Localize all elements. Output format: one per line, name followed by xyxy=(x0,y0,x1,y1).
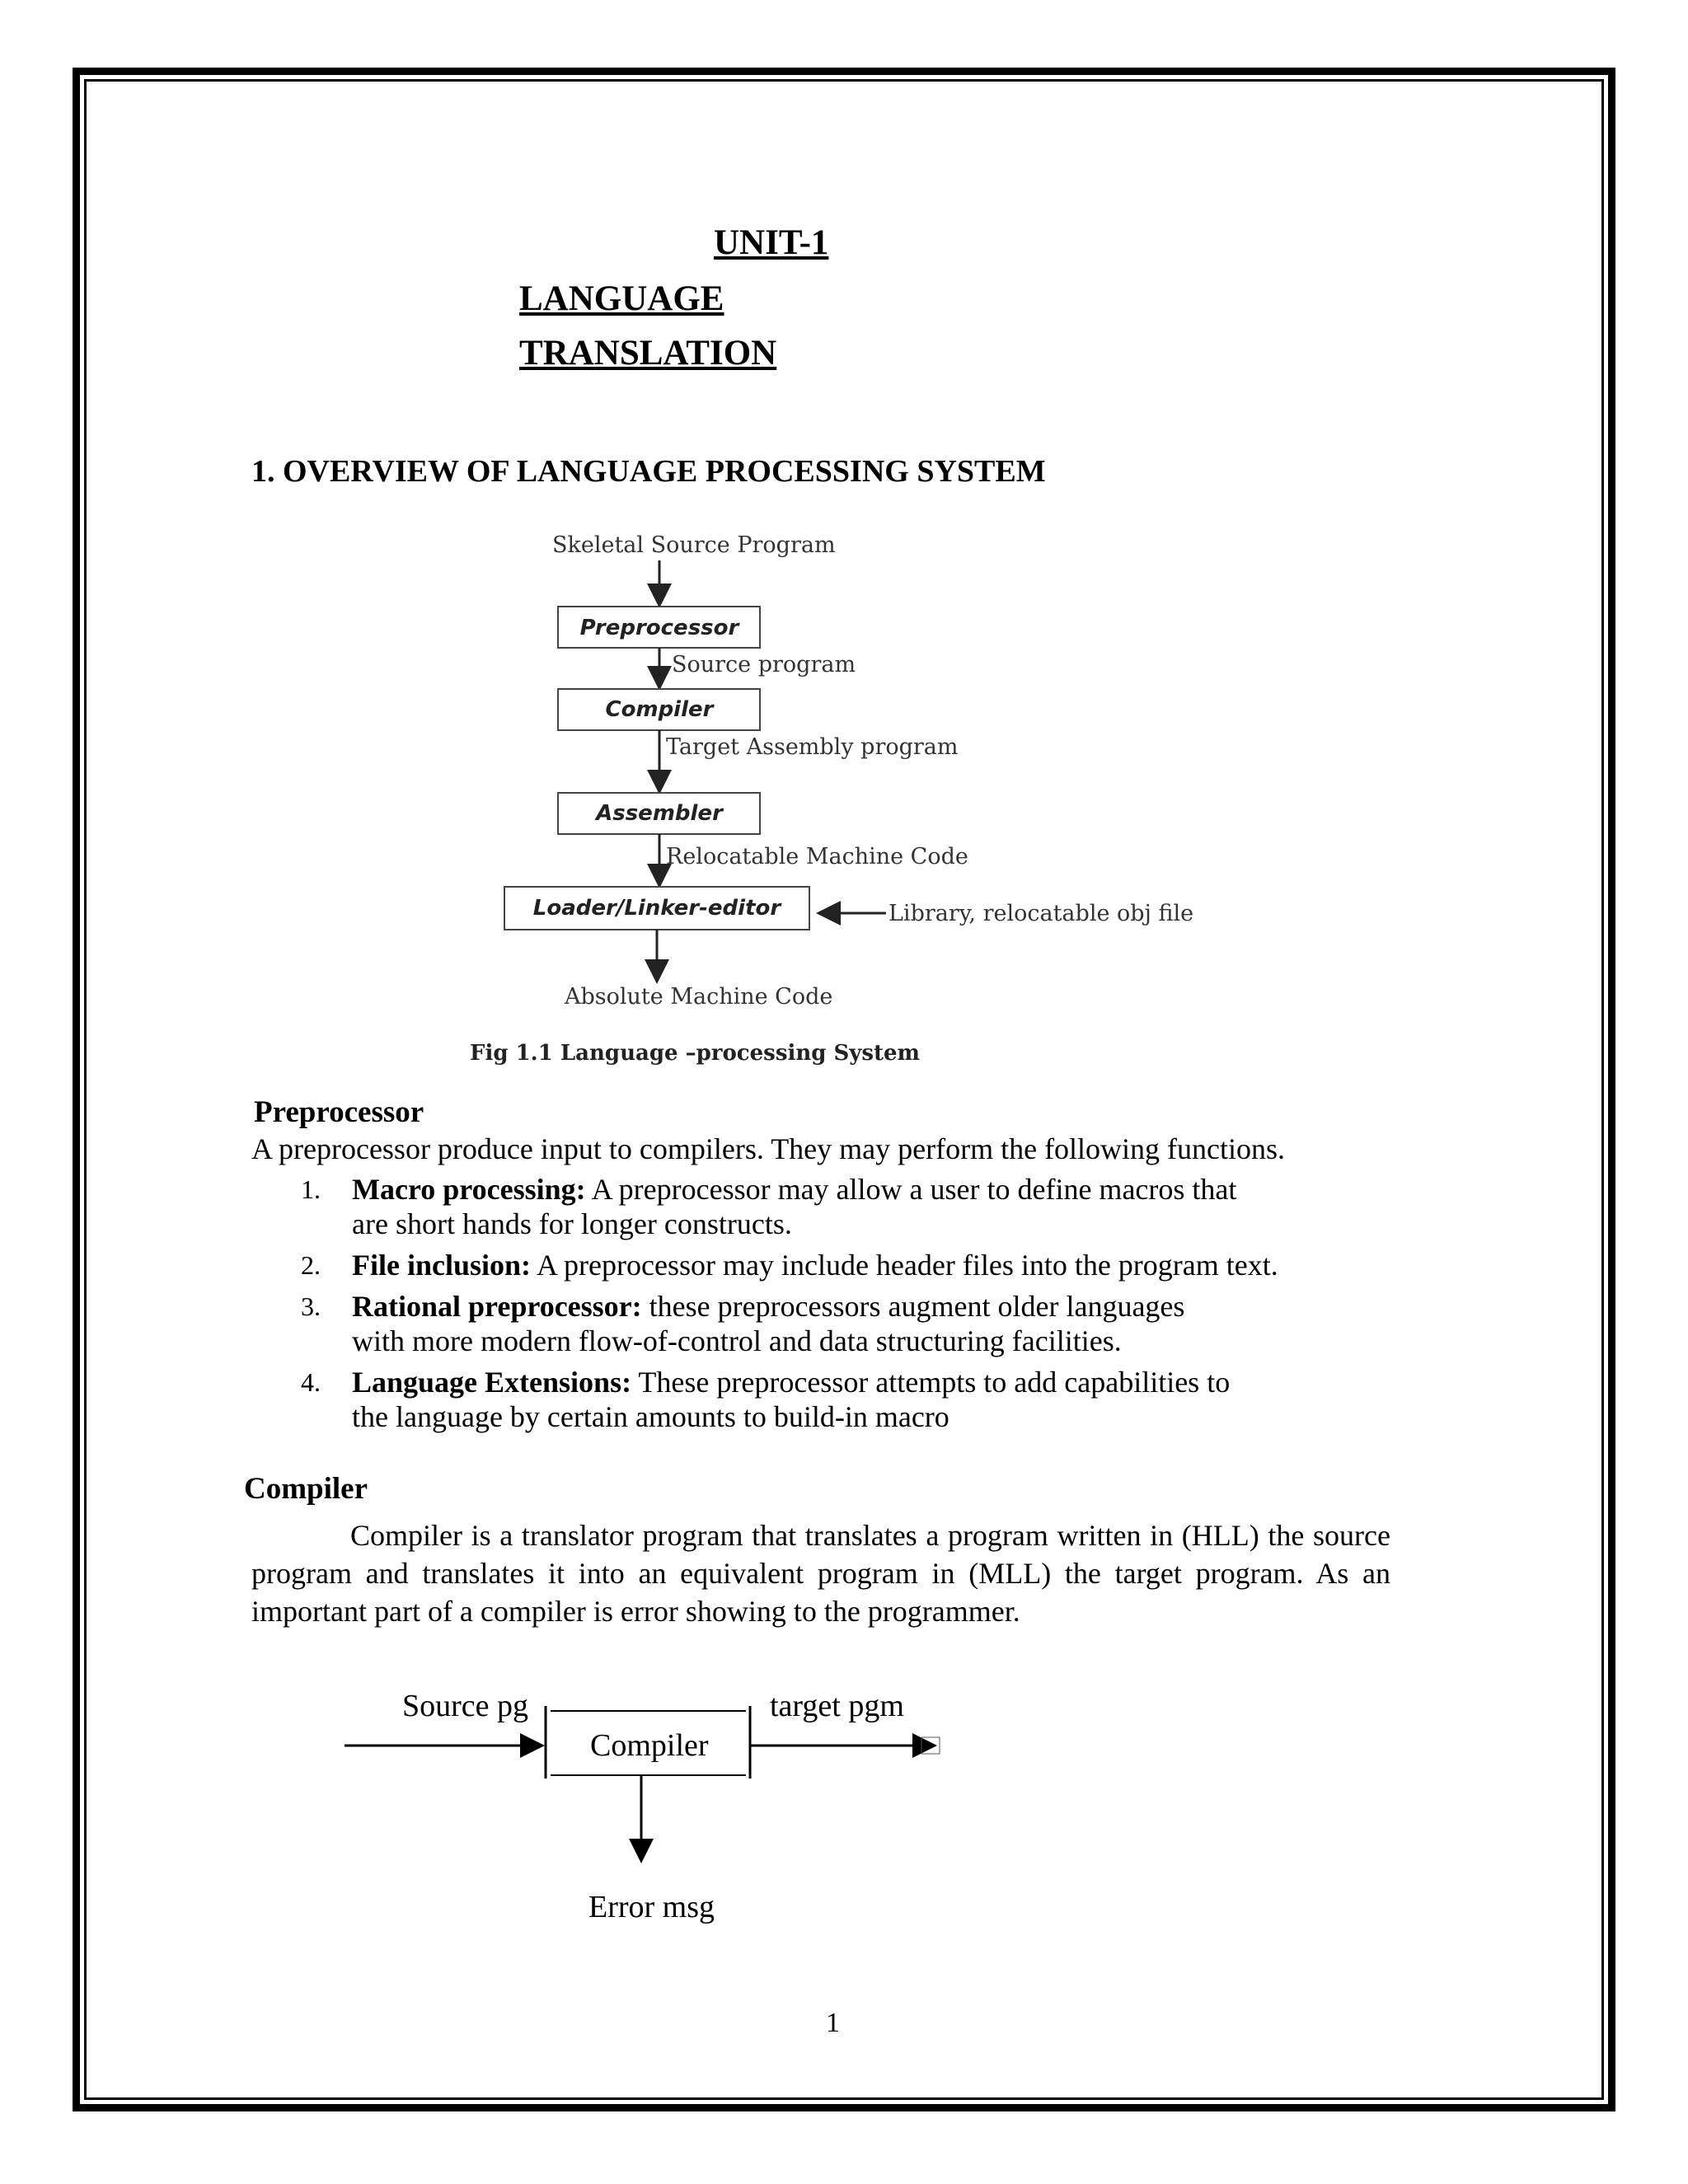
compiler-heading: Compiler xyxy=(244,1472,368,1506)
unit-title: UNIT-1 xyxy=(714,223,829,262)
list-item-text: A preprocessor may allow a user to define macros that xyxy=(585,1173,1237,1206)
list-item-number: 2. xyxy=(301,1250,321,1280)
list-item-text-cont: with more modern flow-of-control and data structuring facilities. xyxy=(352,1324,1122,1357)
target-assembly-label: Target Assembly program xyxy=(666,734,959,760)
library-label: Library, relocatable obj file xyxy=(889,901,1194,926)
list-item xyxy=(301,1172,1422,1241)
compiler-paragraph-text: Compiler is a translator program that translates a program written in (HLL) the source program and translates it into an equivalent program in (MLL) the target program. As an important part of a compiler is error showing to the programmer. xyxy=(251,1519,1390,1628)
figure-caption: Fig 1.1 Language –processing System xyxy=(470,1041,921,1066)
target-pgm-label: target pgm xyxy=(770,1689,904,1723)
compiler-box-label: Compiler xyxy=(605,697,714,722)
compiler-paragraph xyxy=(251,1516,1390,1630)
absolute-code-label: Absolute Machine Code xyxy=(565,984,833,1010)
compiler-block-diagram xyxy=(330,1681,989,1945)
list-item-text: these preprocessors augment older languages xyxy=(641,1290,1185,1323)
source-program-label: Source program xyxy=(672,652,856,677)
skeletal-source-label: Skeletal Source Program xyxy=(552,532,836,558)
list-item xyxy=(301,1289,1422,1358)
relocatable-code-label: Relocatable Machine Code xyxy=(666,844,968,869)
title-line-2: TRANSLATION xyxy=(519,334,777,373)
section-heading: 1. OVERVIEW OF LANGUAGE PROCESSING SYSTEM xyxy=(251,454,1046,489)
list-item-text-cont: the language by certain amounts to build-in macro xyxy=(352,1400,950,1433)
assembler-box-label: Assembler xyxy=(596,801,723,826)
source-pg-label: Source pg xyxy=(402,1689,529,1723)
list-item-text: A preprocessor may include header files into the program text. xyxy=(531,1249,1278,1282)
list-item xyxy=(301,1248,1422,1282)
error-msg-label: Error msg xyxy=(588,1890,715,1924)
list-item-term: Macro processing: xyxy=(352,1173,586,1206)
list-item-term: Language Extensions: xyxy=(352,1366,632,1399)
page-number: 1 xyxy=(826,2008,840,2038)
list-item-text-cont: are short hands for longer constructs. xyxy=(352,1207,792,1240)
compiler-box-label: Compiler xyxy=(590,1728,709,1763)
list-item-text: These preprocessor attempts to add capabilities to xyxy=(631,1366,1231,1399)
list-item-number: 4. xyxy=(301,1367,321,1397)
loader-box-label: Loader/Linker-editor xyxy=(532,896,781,921)
list-item xyxy=(301,1365,1422,1434)
title-line-1: LANGUAGE xyxy=(519,279,724,318)
list-item-number: 3. xyxy=(301,1291,321,1321)
language-processing-diagram xyxy=(462,527,1203,1088)
list-item-term: Rational preprocessor: xyxy=(352,1290,642,1323)
list-item-number: 1. xyxy=(301,1174,321,1204)
list-item-term: File inclusion: xyxy=(352,1249,532,1282)
preprocessor-heading: Preprocessor xyxy=(254,1095,424,1129)
preprocessor-intro: A preprocessor produce input to compilers. They may perform the following functions. xyxy=(251,1132,1286,1165)
preprocessor-box-label: Preprocessor xyxy=(579,616,739,640)
preprocessor-functions-list xyxy=(301,1172,1422,1441)
